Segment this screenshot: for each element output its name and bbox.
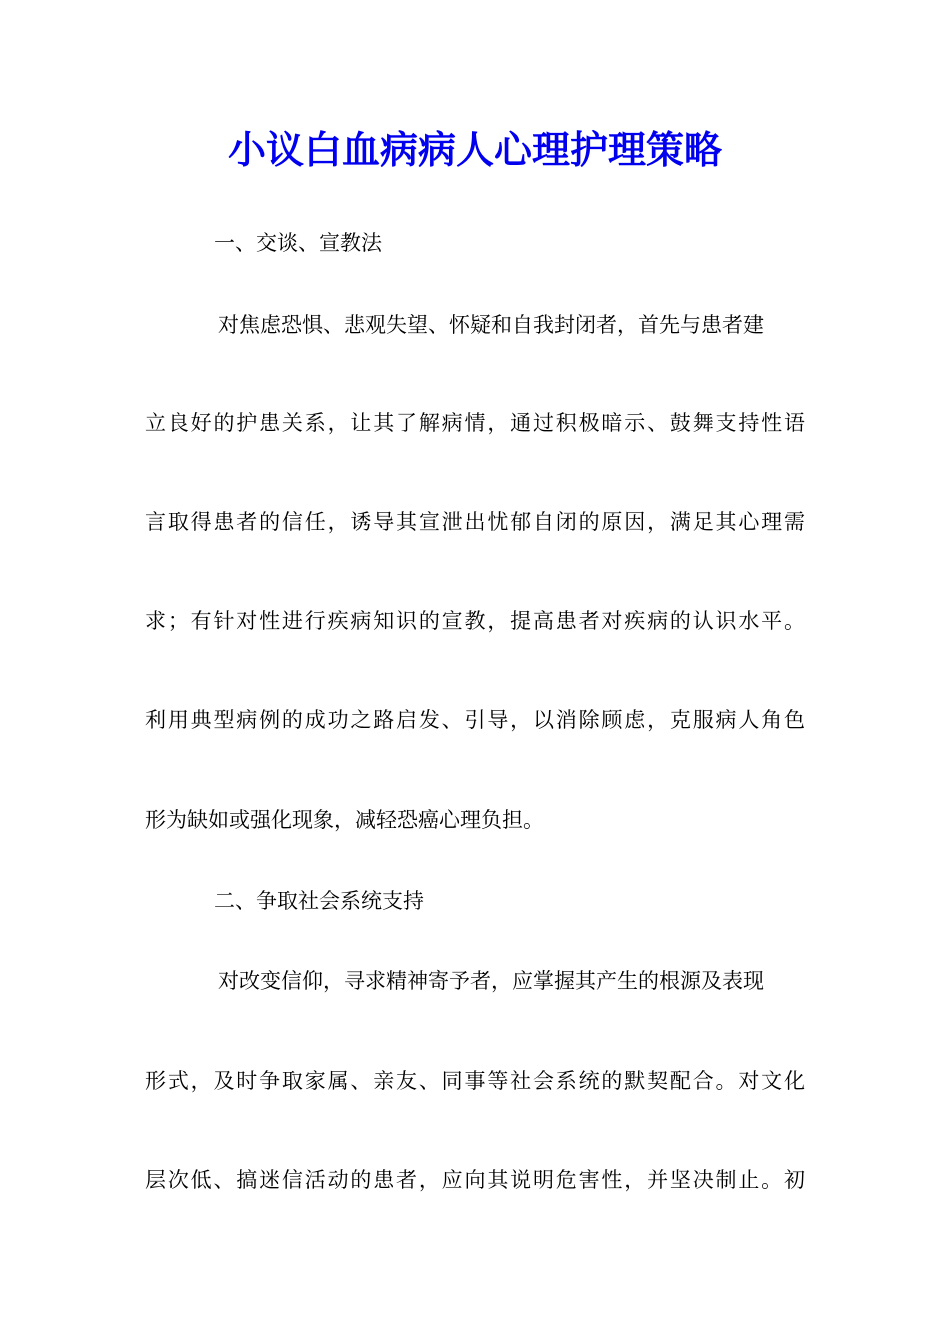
paragraph-line: 对改变信仰，寻求精神寄予者，应掌握其产生的根源及表现 [218, 969, 764, 993]
paragraph-line: 形为缺如或强化现象，减轻恐癌心理负担。 [145, 808, 544, 832]
document-title: 小议白血病病人心理护理策略 [227, 127, 722, 172]
paragraph-line: 利用典型病例的成功之路启发、引导，以消除顾虑，克服病人角色 [145, 708, 805, 732]
section-heading-2: 二、争取社会系统支持 [214, 889, 424, 913]
paragraph-line: 对焦虑恐惧、悲观失望、怀疑和自我封闭者，首先与患者建 [218, 313, 764, 337]
paragraph-line: 形式，及时争取家属、亲友、同事等社会系统的默契配合。对文化 [145, 1069, 805, 1093]
section-heading-1: 一、交谈、宣教法 [214, 231, 382, 255]
paragraph-line: 言取得患者的信任，诱导其宣泄出忧郁自闭的原因，满足其心理需 [145, 510, 805, 534]
paragraph-line: 求；有针对性进行疾病知识的宣教，提高患者对疾病的认识水平。 [145, 609, 805, 633]
paragraph-line: 立良好的护患关系，让其了解病情，通过积极暗示、鼓舞支持性语 [145, 411, 805, 435]
paragraph-line: 层次低、搞迷信活动的患者，应向其说明危害性，并坚决制止。初 [145, 1168, 805, 1192]
